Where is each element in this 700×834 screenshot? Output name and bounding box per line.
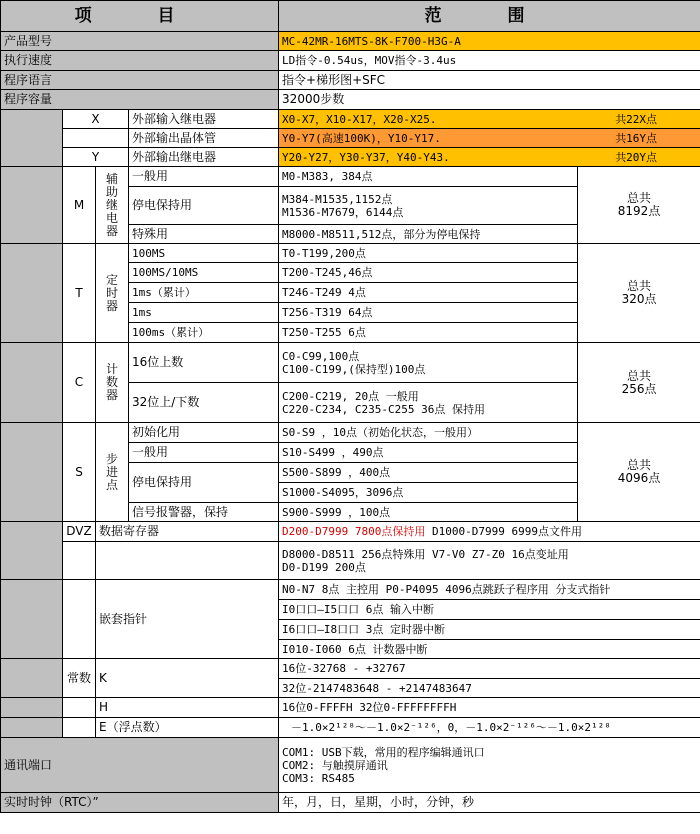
t-row-range: T200-T245,46点 [279, 263, 578, 283]
d-range2-text: D8000-D8511 256点特殊用 V7-V0 Z7-Z0 16点变址用 D0-D199 200点 [282, 547, 569, 574]
const-group-cell [1, 659, 63, 698]
c-group-cell [1, 343, 63, 423]
s-row-name: 初始化用 [129, 423, 279, 443]
table-row [1, 51, 700, 71]
c-row-name: 32位上/下数 [129, 383, 279, 423]
s-row-range: S0-S9 ，10点（初始化状态，一般用） [279, 423, 578, 443]
c-row-range [279, 383, 578, 423]
m-group-cell [1, 167, 63, 244]
io-name: 外部输出晶体管 [129, 129, 279, 148]
d-range-rest: D1000-D7999 6999点文件用 [425, 525, 582, 538]
t-group-cell [1, 244, 63, 343]
d-name: 数据寄存器 [96, 522, 279, 542]
table-row [1, 148, 700, 167]
c-group-name [96, 343, 129, 423]
value-language: 指令+梯形图+SFC [279, 71, 700, 90]
s-row-range: S500-S899 ，400点 [279, 463, 578, 483]
c-row-range [279, 343, 578, 383]
io-code-blank [63, 129, 129, 148]
label-model: 产品型号 [1, 32, 279, 51]
table-row [1, 793, 700, 813]
value-model: MC-42MR-16MTS-8K-F700-H3G-A [279, 32, 700, 51]
d-group-cell [1, 522, 63, 580]
value-capacity: 32000步数 [279, 90, 700, 110]
io-name: 外部输入继电器 [129, 110, 279, 129]
table-header [1, 1, 700, 32]
table-row [1, 90, 700, 110]
m-row-range [279, 187, 578, 225]
m-total-text: 总共 8192点 [617, 191, 661, 218]
d-blank [63, 542, 96, 580]
rtc-value: 年，月，日，星期，小时，分钟，秒 [279, 793, 700, 813]
d-range [279, 522, 700, 542]
const-h-group [1, 698, 63, 718]
comm-value [279, 738, 700, 793]
const-h: H [96, 698, 279, 718]
t-row-name: 1ms [129, 303, 279, 323]
t-row-name: 100ms（累计） [129, 323, 279, 343]
table-row [1, 580, 700, 600]
const-e-group [1, 718, 63, 738]
t-total-text: 总共 320点 [621, 279, 657, 306]
io-range-text: X0-X7，X10-X17，X20-X25. [282, 112, 437, 126]
table-row [1, 718, 700, 738]
io-total: 共16Y点 [615, 131, 658, 145]
const-e-row: －1.0×2¹²⁸～－1.0×2⁻¹²⁶，0，－1.0×2⁻¹²⁶～－1.0×2¹²⁸ [279, 718, 700, 738]
io-name: 外部输出继电器 [129, 148, 279, 167]
io-code-y: Y [63, 148, 129, 167]
t-code: T [63, 244, 96, 343]
rtc-label: 实时时钟（RTC）” [1, 793, 279, 813]
io-range-text: Y0-Y7(高速100K)，Y10-Y17. [282, 131, 441, 145]
table-row [1, 343, 700, 383]
m-row-name: 一般用 [129, 167, 279, 187]
d-code: DVZ [63, 522, 96, 542]
t-total [578, 244, 700, 343]
s-group-cell [1, 423, 63, 522]
s-row-range: S10-S499 ，490点 [279, 443, 578, 463]
comm-value-text: COM1: USB下载，常用的程序编辑通讯口 COM2: 与触摸屏通讯 COM3: RS485 [282, 745, 485, 785]
io-total: 共22X点 [615, 112, 658, 126]
table-row [1, 659, 700, 679]
c-total-text: 总共 256点 [621, 368, 657, 396]
const-e-blank [63, 718, 96, 738]
nest-row: N0-N7 8点 主控用 P0-P4095 4096点跳跃子程序用 分支式指针 [279, 580, 700, 600]
header-range: 范 围 [279, 1, 700, 32]
const-e: E（浮点数） [96, 718, 279, 738]
io-range [279, 110, 700, 129]
comm-label: 通讯端口 [1, 738, 279, 793]
s-group-text: 步进点 [105, 451, 118, 492]
table-row [1, 32, 700, 51]
c-group-text: 计数器 [105, 362, 118, 402]
m-total [578, 167, 700, 244]
nest-group-cell [1, 580, 63, 659]
table-row [1, 71, 700, 90]
c-code: C [63, 343, 96, 423]
t-row-range: T246-T249 4点 [279, 283, 578, 303]
m-row-range-text: M384-M1535,1152点 M1536-M7679，6144点 [282, 192, 404, 219]
t-row-range: T256-T319 64点 [279, 303, 578, 323]
s-row-name: 一般用 [129, 443, 279, 463]
const-h-row: 16位0-FFFFH 32位0-FFFFFFFFH [279, 698, 700, 718]
nest-row: I010-I060 6点 计数器中断 [279, 640, 700, 659]
header-item: 项 目 [1, 1, 279, 32]
table-row [1, 167, 700, 187]
t-row-name: 100MS/10MS [129, 263, 279, 283]
s-group-name [96, 423, 129, 522]
m-group-name [96, 167, 129, 244]
c-row-range-text: C200-C219, 20点 一般用 C220-C234, C235-C255 36点 保持用 [282, 389, 485, 416]
d-blank-name [96, 542, 279, 580]
d-range-red: D200-D7999 7800点保持用 [282, 525, 426, 538]
m-row-name: 停电保持用 [129, 187, 279, 225]
io-total: 共20Y点 [615, 150, 658, 164]
table-row [1, 698, 700, 718]
label-capacity: 程序容量 [1, 90, 279, 110]
m-code: M [63, 167, 96, 244]
t-group-text: 定时器 [105, 272, 118, 313]
m-row-name: 特殊用 [129, 225, 279, 244]
table-row [1, 738, 700, 793]
t-row-range: T0-T199,200点 [279, 244, 578, 263]
t-row-range: T250-T255 6点 [279, 323, 578, 343]
d-range2 [279, 542, 700, 580]
nest-row: I6口口—I8口口 3点 定时器中断 [279, 620, 700, 640]
m-row-range: M0-M383, 384点 [279, 167, 578, 187]
const-k-row: 32位-2147483648 - +2147483647 [279, 679, 700, 698]
io-group-cell [1, 110, 63, 167]
table-row [1, 423, 700, 443]
value-speed: LD指令-0.54us，MOV指令-3.4us [279, 51, 700, 71]
s-row-name: 停电保持用 [129, 463, 279, 503]
s-row-range: S1000-S4095，3096点 [279, 483, 578, 503]
io-range [279, 129, 700, 148]
s-row-name: 信号报警器，保持 [129, 503, 279, 522]
nest-blank [63, 580, 96, 659]
io-range [279, 148, 700, 167]
table-row [1, 522, 700, 542]
table-row [1, 542, 700, 580]
nest-row: I0口口—I5口口 6点 输入中断 [279, 600, 700, 620]
s-total [578, 423, 700, 522]
c-row-range-text: C0-C99,100点 C100-C199,(保持型)100点 [282, 349, 426, 376]
io-code-x: X [63, 110, 129, 129]
const-label: 常数 [63, 659, 96, 698]
c-row-name: 16位上数 [129, 343, 279, 383]
label-language: 程序语言 [1, 71, 279, 90]
nest-name: 嵌套指针 [96, 580, 279, 659]
io-range-text: Y20-Y27，Y30-Y37，Y40-Y43. [282, 150, 450, 164]
t-row-name: 1ms（累计） [129, 283, 279, 303]
c-total [578, 343, 700, 423]
const-k: K [96, 659, 279, 698]
s-code: S [63, 423, 96, 522]
s-total-text: 总共 4096点 [617, 458, 661, 485]
const-k-row: 16位-32768 - +32767 [279, 659, 700, 679]
table-row [1, 110, 700, 129]
s-row-range: S900-S999 ，100点 [279, 503, 578, 522]
t-row-name: 100MS [129, 244, 279, 263]
t-group-name [96, 244, 129, 343]
m-row-range: M8000-M8511,512点，部分为停电保持 [279, 225, 578, 244]
const-h-blank [63, 698, 96, 718]
m-group-text: 辅助继电器 [105, 171, 118, 238]
label-speed: 执行速度 [1, 51, 279, 71]
table-row [1, 129, 700, 148]
table-row [1, 244, 700, 263]
